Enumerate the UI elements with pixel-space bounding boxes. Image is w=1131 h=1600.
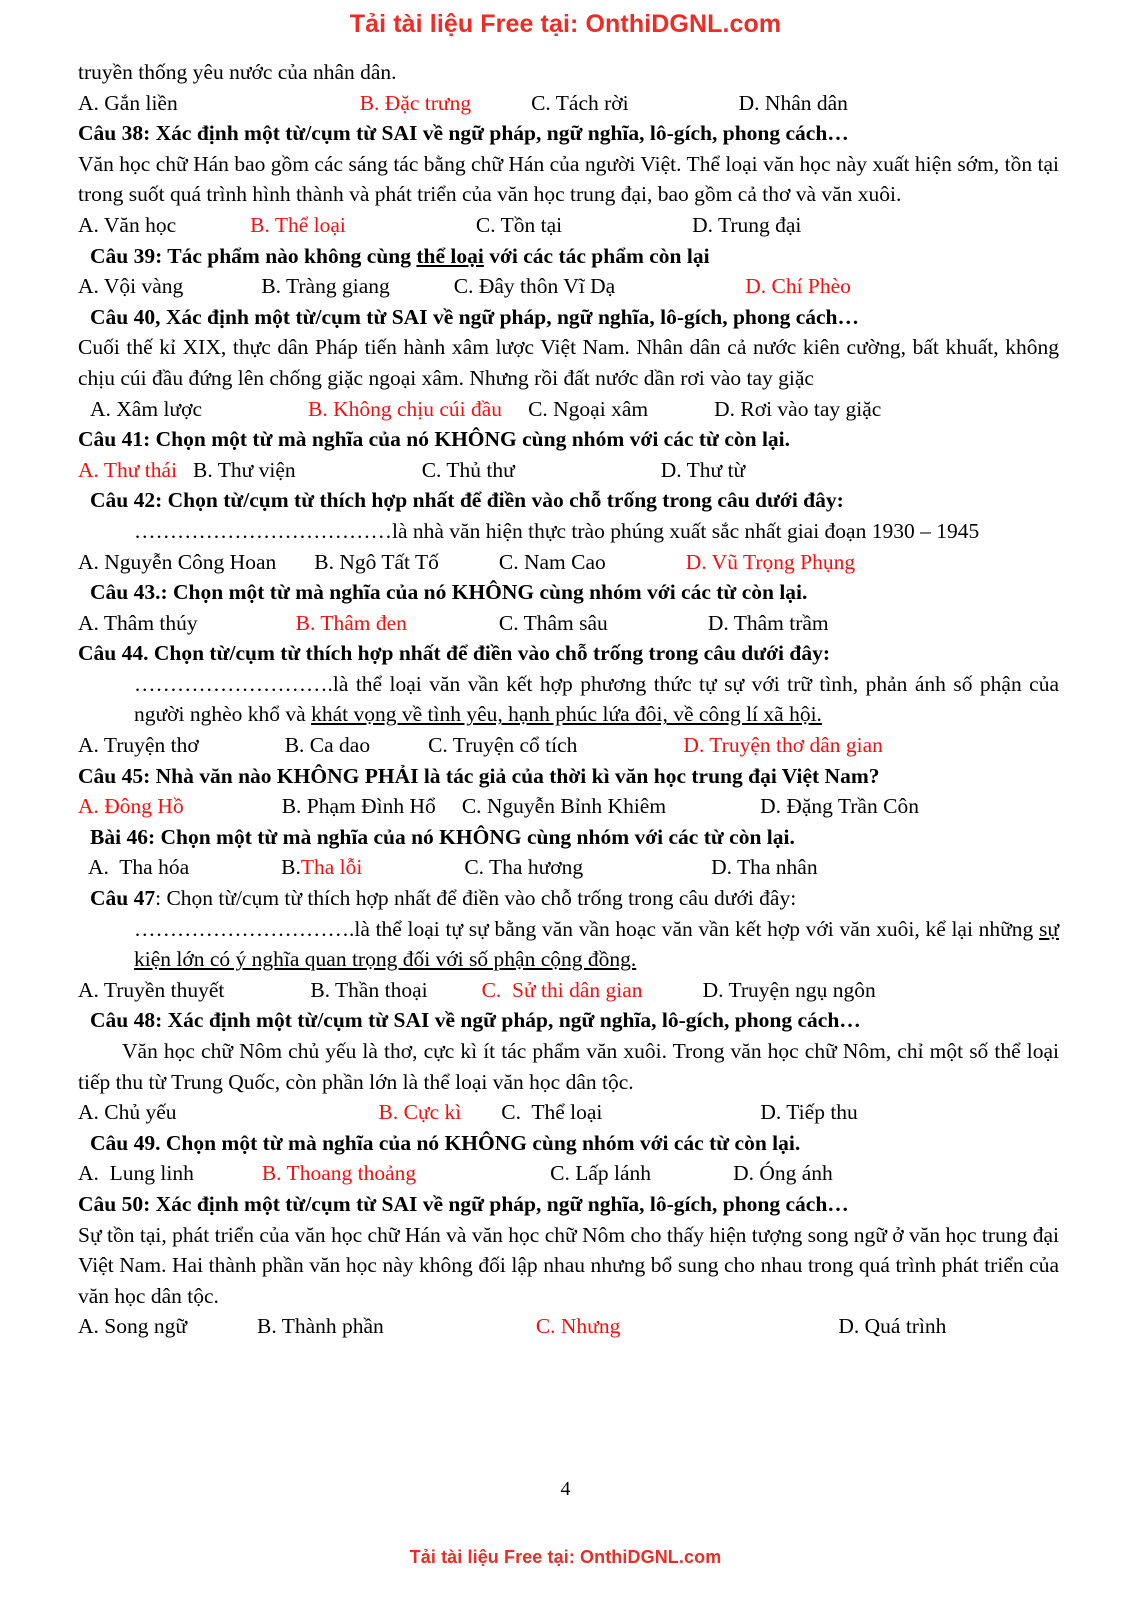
q37-option-c: C. Tách rời xyxy=(531,90,629,115)
q48-option-b: B. Cực kì xyxy=(378,1100,462,1125)
q49-option-a: A. Lung linh xyxy=(78,1161,194,1186)
q44-option-d: D. Truyện thơ dân gian xyxy=(683,733,883,758)
q47-blank: …………………………. xyxy=(134,916,355,941)
q37-options-row xyxy=(78,88,1059,119)
q39-heading-pre: Câu 39: Tác phẩm nào không cùng xyxy=(90,243,417,268)
q43-option-b: B. Thâm đen xyxy=(295,610,407,635)
q41-heading: Câu 41: Chọn một từ mà nghĩa của nó KHÔNG cùng nhóm với các từ còn lại. xyxy=(78,427,791,452)
q43-options-row xyxy=(78,608,1059,639)
q44-option-c: C. Truyện cổ tích xyxy=(428,733,578,758)
q39-options-row xyxy=(78,271,1059,302)
q41-option-a: A. Thư thái xyxy=(78,457,178,482)
q40-option-c: C. Ngoại xâm xyxy=(528,396,649,421)
q39-option-b: B. Tràng giang xyxy=(261,274,390,299)
q45-options-row xyxy=(78,791,1059,822)
q48-heading: Câu 48: Xác định một từ/cụm từ SAI về ngữ pháp, ngữ nghĩa, lô-gích, phong cách… xyxy=(90,1008,861,1033)
q39-heading-post: với các tác phẩm còn lại xyxy=(483,243,710,268)
q41-option-d: D. Thư từ xyxy=(660,457,746,482)
q38-heading: Câu 38: Xác định một từ/cụm từ SAI về ngữ pháp, ngữ nghĩa, lô-gích, phong cách… xyxy=(78,121,849,146)
q50-passage: Sự tồn tại, phát triển của văn học chữ Hán và văn học chữ Nôm cho thấy hiện tượng song ngữ ở văn học trung đại Việt Nam. Hai thành phần văn học này không đối lập nhau nhưng bổ sung cho nhau trong quá trình phát triển của văn học dân tộc. xyxy=(78,1222,1059,1308)
q48-passage: Văn học chữ Nôm chủ yếu là thơ, cực kì ít tác phẩm văn xuôi. Trong văn học chữ Nôm, chỉ một số thể loại tiếp thu từ Trung Quốc, còn phần lớn là thể loại văn học dân tộc. xyxy=(78,1039,1059,1094)
q47-heading xyxy=(78,883,1059,914)
footer-banner: Tải tài liệu Free tại: OnthiDGNL.com xyxy=(409,1547,722,1567)
q50-option-a: A. Song ngữ xyxy=(78,1314,188,1339)
q50-option-c: C. Nhưng xyxy=(535,1314,621,1339)
q46-option-b: Tha lỗi xyxy=(300,855,363,880)
q47-options-row xyxy=(78,975,1059,1006)
q48-option-d: D. Tiếp thu xyxy=(760,1100,858,1125)
q47-option-d: D. Truyện ngụ ngôn xyxy=(702,977,876,1002)
q40-options-row xyxy=(78,394,1059,425)
q50-heading: Câu 50: Xác định một từ/cụm từ SAI về ngữ pháp, ngữ nghĩa, lô-gích, phong cách… xyxy=(78,1191,849,1216)
q39-heading xyxy=(78,241,1059,272)
q50-options-row xyxy=(78,1311,1059,1342)
q42-option-d: D. Vũ Trọng Phụng xyxy=(685,549,856,574)
q38-option-a: A. Văn học xyxy=(78,212,177,237)
q41-option-b: B. Thư viện xyxy=(193,457,296,482)
q46-options-row xyxy=(78,852,1059,883)
q47-fill-line xyxy=(78,914,1059,975)
q48-options-row xyxy=(78,1097,1059,1128)
q50-option-d: D. Quá trình xyxy=(838,1314,947,1339)
q38-option-c: C. Tồn tại xyxy=(475,212,563,237)
q38-option-b: B. Thể loại xyxy=(250,212,346,237)
q43-option-d: D. Thâm trầm xyxy=(707,610,829,635)
q47-passage-underline: sự kiện lớn có ý nghĩa quan trọng đối với số phận cộng đồng. xyxy=(134,916,1059,972)
q47-heading-rest: : Chọn từ/cụm từ thích hợp nhất để điền vào chỗ trống trong câu dưới đây: xyxy=(155,886,797,911)
q46-option-d: D. Tha nhân xyxy=(711,855,818,880)
q37-option-b: B. Đặc trưng xyxy=(359,90,472,115)
q45-option-d: D. Đặng Trần Côn xyxy=(760,794,919,819)
q45-option-a: A. Đông Hồ xyxy=(78,794,184,819)
q40-heading: Câu 40, Xác định một từ/cụm từ SAI về ngữ pháp, ngữ nghĩa, lô-gích, phong cách… xyxy=(90,304,859,329)
q44-passage-underline: khát vọng về tình yêu, hạnh phúc lứa đôi, về công lí xã hội. xyxy=(311,702,822,727)
q45-heading: Câu 45: Nhà văn nào KHÔNG PHẢI là tác giả của thời kì văn học trung đại Việt Nam? xyxy=(78,763,880,788)
q40-option-a: A. Xâm lược xyxy=(90,396,202,421)
carryover-line: truyền thống yêu nước của nhân dân. xyxy=(78,60,397,84)
q44-fill-line xyxy=(78,669,1059,730)
q45-option-c: C. Nguyễn Bỉnh Khiêm xyxy=(461,794,667,819)
page-number: 4 xyxy=(560,1478,571,1500)
q50-option-b: B. Thành phần xyxy=(257,1314,384,1339)
q47-option-b: B. Thần thoại xyxy=(310,977,428,1002)
q49-option-d: D. Óng ánh xyxy=(733,1161,833,1186)
q42-option-c: C. Nam Cao xyxy=(498,549,606,574)
q42-option-b: B. Ngô Tất Tố xyxy=(314,549,439,574)
q39-option-c: C. Đây thôn Vĩ Dạ xyxy=(453,274,616,299)
q46-heading: Bài 46: Chọn một từ mà nghĩa của nó KHÔNG cùng nhóm với các từ còn lại. xyxy=(90,824,795,849)
q44-passage: là thể loại văn vần kết hợp phương thức tự sự với trữ tình, phản ánh số phận của người nghèo khổ và xyxy=(134,671,1059,727)
q41-option-c: C. Thủ thư xyxy=(421,457,515,482)
q43-option-c: C. Thâm sâu xyxy=(498,610,608,635)
q46-option-c: C. Tha hương xyxy=(464,855,584,880)
q46-option-a: A. Tha hóa xyxy=(88,855,190,880)
q42-heading: Câu 42: Chọn từ/cụm từ thích hợp nhất để điền vào chỗ trống trong câu dưới đây: xyxy=(90,488,844,513)
q37-option-d: D. Nhân dân xyxy=(738,90,848,115)
q39-heading-underline: thể loại xyxy=(416,243,484,268)
q49-option-b: B. Thoang thoảng xyxy=(261,1161,417,1186)
q44-option-b: B. Ca dao xyxy=(284,733,371,758)
q41-options-row xyxy=(78,455,1059,486)
q48-option-c: C. Thể loại xyxy=(501,1100,603,1125)
q38-options-row xyxy=(78,210,1059,241)
q42-blank: ……………………………… xyxy=(134,518,392,543)
q47-heading-number: Câu 47 xyxy=(90,886,156,911)
q40-option-d: D. Rơi vào tay giặc xyxy=(714,396,882,421)
q44-options-row xyxy=(78,730,1059,761)
q43-heading: Câu 43.: Chọn một từ mà nghĩa của nó KHÔNG cùng nhóm với các từ còn lại. xyxy=(90,580,808,605)
q45-option-b: B. Phạm Đình Hổ xyxy=(281,794,436,819)
q47-option-a: A. Truyền thuyết xyxy=(78,977,225,1002)
q42-option-a: A. Nguyễn Công Hoan xyxy=(78,549,277,574)
q42-passage: là nhà văn hiện thực trào phúng xuất sắc nhất giai đoạn 1930 – 1945 xyxy=(392,518,980,543)
q40-option-b: B. Không chịu cúi đầu xyxy=(307,396,503,421)
q47-passage: là thể loại tự sự bằng văn vần hoạc văn vần kết hợp với văn xuôi, kể lại những xyxy=(354,916,1039,941)
q49-options-row xyxy=(78,1158,1059,1189)
q40-passage: Cuối thế kỉ XIX, thực dân Pháp tiến hành xâm lược Việt Nam. Nhân dân cả nước kiên cường, bất khuất, không chịu cúi đầu đứng lên chống giặc ngoại xâm. Nhưng rồi đất nước dần rơi vào tay giặc xyxy=(78,335,1059,390)
q38-option-d: D. Trung đại xyxy=(692,212,802,237)
q39-option-d: D. Chí Phèo xyxy=(745,274,851,299)
q49-option-c: C. Lấp lánh xyxy=(550,1161,652,1186)
q44-option-a: A. Truyện thơ xyxy=(78,733,199,758)
document-body xyxy=(0,39,1131,1342)
q42-fill-line xyxy=(78,516,1059,547)
q39-option-a: A. Vội vàng xyxy=(78,274,184,299)
q37-option-a: A. Gắn liền xyxy=(78,90,178,115)
q44-blank: ………………………. xyxy=(134,671,333,696)
q43-option-a: A. Thâm thúy xyxy=(78,610,198,635)
q46-option-b-prefix: B. xyxy=(281,855,301,880)
q38-passage: Văn học chữ Hán bao gồm các sáng tác bằng chữ Hán của người Việt. Thể loại văn học này xuất hiện sớm, tồn tại trong suốt quá trình hình thành và phát triển của văn học trung đại, bao gồm cả thơ và văn xuôi. xyxy=(78,151,1059,207)
q44-heading: Câu 44. Chọn từ/cụm từ thích hợp nhất để điền vào chỗ trống trong câu dưới đây: xyxy=(78,641,831,666)
q47-option-c: C. Sử thi dân gian xyxy=(481,977,643,1002)
q49-heading: Câu 49. Chọn một từ mà nghĩa của nó KHÔNG cùng nhóm với các từ còn lại. xyxy=(90,1130,801,1155)
q48-option-a: A. Chủ yếu xyxy=(78,1100,177,1125)
header-banner: Tải tài liệu Free tại: OnthiDGNL.com xyxy=(349,10,782,38)
q42-options-row xyxy=(78,547,1059,578)
